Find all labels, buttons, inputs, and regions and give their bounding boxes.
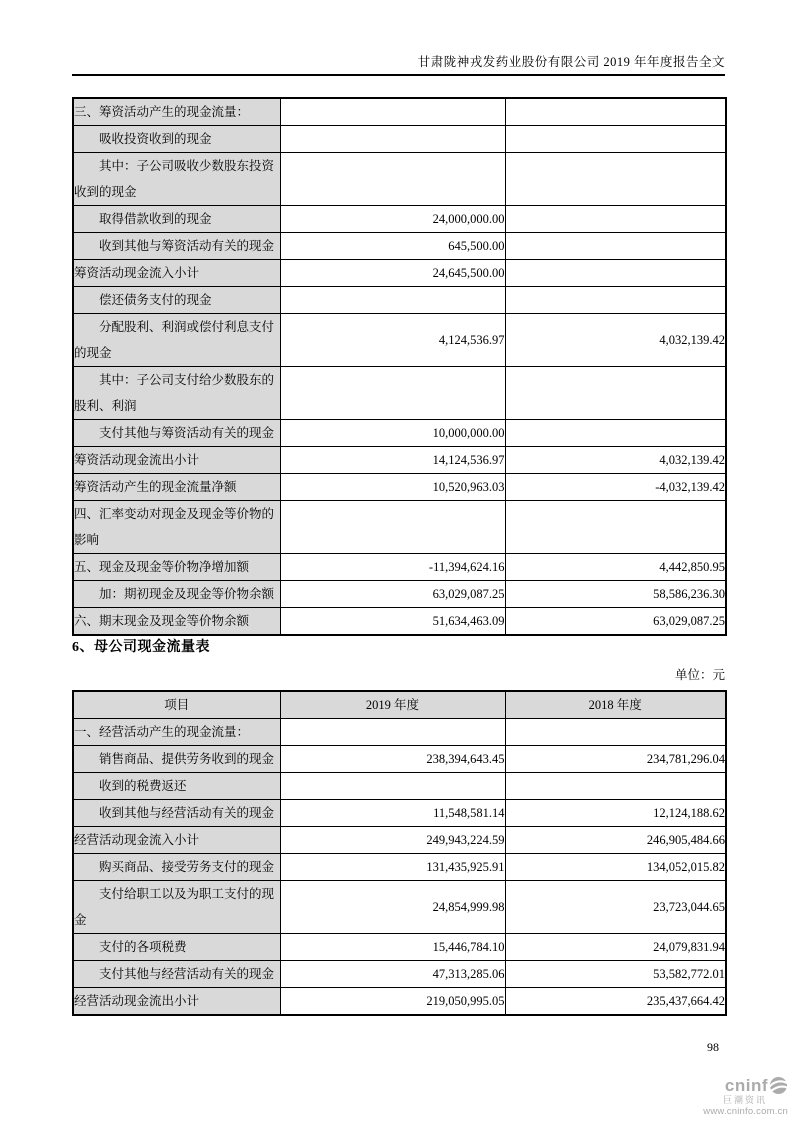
value-2018: 235,437,664.42 (505, 988, 726, 1016)
row-label: 支付给职工以及为职工支付的现金 (73, 881, 280, 934)
value-2019 (280, 287, 505, 314)
table-row (73, 126, 726, 153)
value-2018 (505, 260, 726, 287)
value-2018: 4,442,850.95 (505, 554, 726, 581)
cninfo-swirl-icon (769, 1076, 788, 1095)
value-2019: 131,435,925.91 (280, 854, 505, 881)
row-label: 吸收投资收到的现金 (73, 126, 280, 153)
table-row (73, 988, 726, 1016)
cninfo-chinese-name: 巨潮资讯 (722, 1095, 767, 1105)
row-label: 六、期末现金及现金等价物余额 (73, 608, 280, 636)
financing-table-body (73, 98, 726, 635)
value-2019: 24,854,999.98 (280, 881, 505, 934)
row-label: 分配股利、利润或偿付利息支付的现金 (73, 314, 280, 367)
row-label: 一、经营活动产生的现金流量： (73, 719, 280, 746)
table-row (73, 773, 726, 800)
table-row (73, 608, 726, 636)
table-row (73, 447, 726, 474)
row-label: 加：期初现金及现金等价物余额 (73, 581, 280, 608)
value-2019: 24,000,000.00 (280, 206, 505, 233)
row-label: 支付其他与筹资活动有关的现金 (73, 420, 280, 447)
value-2018 (505, 719, 726, 746)
value-2019: 219,050,995.05 (280, 988, 505, 1016)
value-2019: 238,394,643.45 (280, 746, 505, 773)
unit-label: 单位：元 (674, 668, 725, 682)
table-row (73, 800, 726, 827)
row-label: 经营活动现金流出小计 (73, 988, 280, 1016)
value-2018 (505, 98, 726, 126)
value-2019: 63,029,087.25 (280, 581, 505, 608)
value-2019: 15,446,784.10 (280, 934, 505, 961)
value-2018 (505, 126, 726, 153)
value-2018 (505, 153, 726, 206)
row-label: 筹资活动现金流入小计 (73, 260, 280, 287)
row-label: 偿还债务支付的现金 (73, 287, 280, 314)
value-2019: 4,124,536.97 (280, 314, 505, 367)
table-row (73, 554, 726, 581)
header-divider (72, 74, 725, 76)
value-2018 (505, 233, 726, 260)
row-label: 经营活动现金流入小计 (73, 827, 280, 854)
table-row (73, 420, 726, 447)
table-row (73, 881, 726, 934)
value-2018 (505, 367, 726, 420)
table-row (73, 367, 726, 420)
value-2018: 4,032,139.42 (505, 314, 726, 367)
row-label: 其中：子公司吸收少数股东投资收到的现金 (73, 153, 280, 206)
section-heading: 6、母公司现金流量表 (72, 640, 210, 655)
value-2019: 11,548,581.14 (280, 800, 505, 827)
table-row (73, 501, 726, 554)
value-2019: 249,943,224.59 (280, 827, 505, 854)
financing-cash-flow-table (72, 97, 727, 636)
row-label: 支付其他与经营活动有关的现金 (73, 961, 280, 988)
value-2019: 47,313,285.06 (280, 961, 505, 988)
value-2019: 14,124,536.97 (280, 447, 505, 474)
value-2018 (505, 287, 726, 314)
table-row (73, 961, 726, 988)
value-2019: 645,500.00 (280, 233, 505, 260)
value-2019 (280, 773, 505, 800)
value-2018: 53,582,772.01 (505, 961, 726, 988)
column-header-2018: 2018 年度 (505, 691, 726, 719)
column-header-item: 项目 (73, 691, 280, 719)
table-row (73, 827, 726, 854)
table-row (73, 260, 726, 287)
value-2018: 4,032,139.42 (505, 447, 726, 474)
value-2019: -11,394,624.16 (280, 554, 505, 581)
table-row (73, 206, 726, 233)
row-label: 筹资活动产生的现金流量净额 (73, 474, 280, 501)
value-2019: 10,520,963.03 (280, 474, 505, 501)
row-label: 支付的各项税费 (73, 934, 280, 961)
row-label: 购买商品、接受劳务支付的现金 (73, 854, 280, 881)
value-2019 (280, 719, 505, 746)
value-2018 (505, 773, 726, 800)
cninfo-logo-top (688, 1076, 788, 1095)
value-2018: -4,032,139.42 (505, 474, 726, 501)
cninfo-brand-text: cninf (724, 1076, 768, 1095)
row-label: 收到其他与经营活动有关的现金 (73, 800, 280, 827)
table-row (73, 314, 726, 367)
page-number: 98 (707, 1040, 719, 1054)
table-row (73, 581, 726, 608)
column-header-2019: 2019 年度 (280, 691, 505, 719)
row-label: 取得借款收到的现金 (73, 206, 280, 233)
table-row (73, 287, 726, 314)
value-2019 (280, 126, 505, 153)
row-label: 其中：子公司支付给少数股东的股利、利润 (73, 367, 280, 420)
table-header-row (73, 691, 726, 719)
value-2019 (280, 98, 505, 126)
value-2019: 10,000,000.00 (280, 420, 505, 447)
value-2018: 234,781,296.04 (505, 746, 726, 773)
parent-company-cash-flow-table (72, 690, 727, 1016)
value-2019: 24,645,500.00 (280, 260, 505, 287)
value-2019 (280, 153, 505, 206)
table-row (73, 934, 726, 961)
table-row (73, 854, 726, 881)
value-2019 (280, 501, 505, 554)
value-2019 (280, 367, 505, 420)
value-2018: 23,723,044.65 (505, 881, 726, 934)
row-label: 三、筹资活动产生的现金流量： (73, 98, 280, 126)
table-row (73, 474, 726, 501)
value-2018: 58,586,236.30 (505, 581, 726, 608)
value-2019: 51,634,463.09 (280, 608, 505, 636)
value-2018 (505, 206, 726, 233)
value-2018: 63,029,087.25 (505, 608, 726, 636)
row-label: 收到的税费返还 (73, 773, 280, 800)
cninfo-logo (688, 1076, 788, 1117)
row-label: 收到其他与筹资活动有关的现金 (73, 233, 280, 260)
value-2018 (505, 501, 726, 554)
row-label: 筹资活动现金流出小计 (73, 447, 280, 474)
report-header-title: 甘肃陇神戎发药业股份有限公司 2019 年年度报告全文 (417, 55, 725, 69)
table-row (73, 719, 726, 746)
cninfo-url: www.cninfo.com.cn (703, 1106, 788, 1117)
table-row (73, 98, 726, 126)
value-2018: 24,079,831.94 (505, 934, 726, 961)
row-label: 销售商品、提供劳务收到的现金 (73, 746, 280, 773)
table-row (73, 233, 726, 260)
value-2018: 246,905,484.66 (505, 827, 726, 854)
value-2018: 12,124,188.62 (505, 800, 726, 827)
parent-table-body (73, 719, 726, 1016)
value-2018 (505, 420, 726, 447)
value-2018: 134,052,015.82 (505, 854, 726, 881)
row-label: 四、汇率变动对现金及现金等价物的影响 (73, 501, 280, 554)
table-row (73, 746, 726, 773)
table-row (73, 153, 726, 206)
row-label: 五、现金及现金等价物净增加额 (73, 554, 280, 581)
